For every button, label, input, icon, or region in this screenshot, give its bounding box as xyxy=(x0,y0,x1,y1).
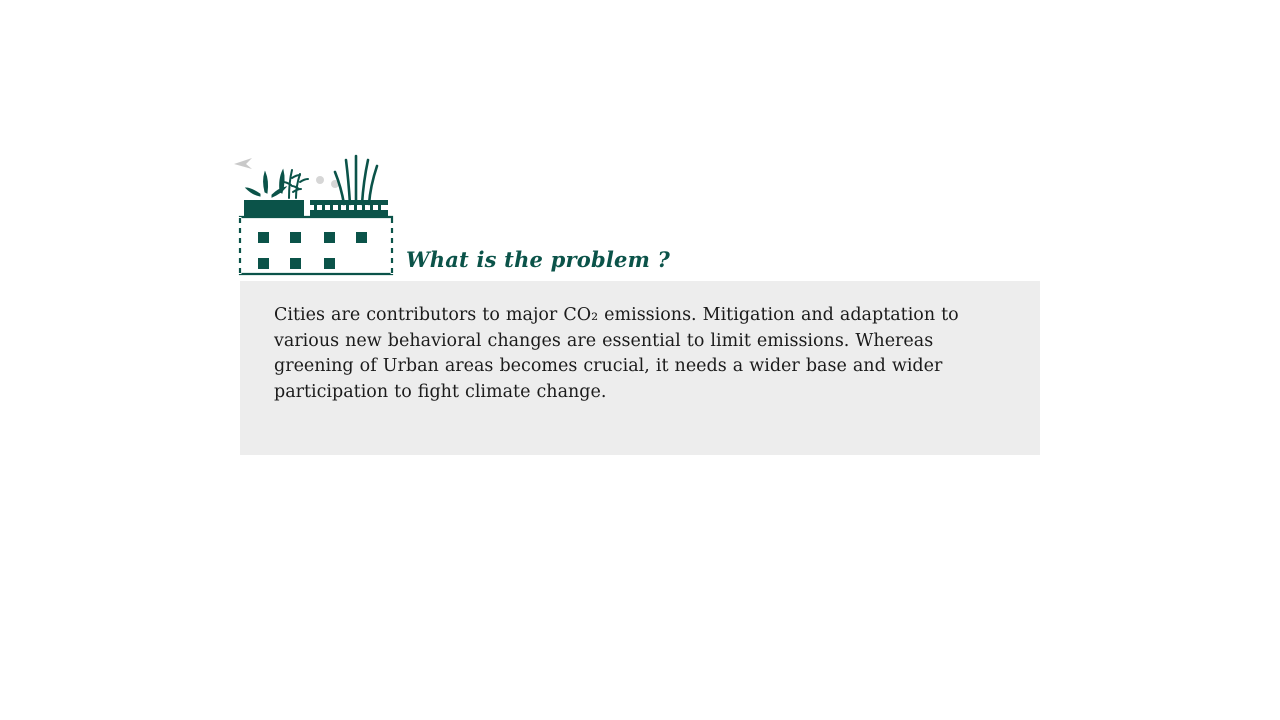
green-roof-building-illustration xyxy=(232,148,402,283)
planter-box-left xyxy=(244,200,304,217)
content-panel xyxy=(240,281,1040,455)
grass-tufts xyxy=(335,156,377,204)
bird-icon xyxy=(234,158,252,169)
planter-rail-right xyxy=(310,200,388,217)
body-paragraph: Cities are contributors to major CO₂ emissions. Mitigation and adaptation to various new behavioral changes are essential to limit emissions. Whereas greening of Urban areas becomes crucial, it needs a wider base and wider participation to fight climate change. xyxy=(274,305,959,402)
rooftop-plants xyxy=(246,170,308,198)
page-title: What is the problem ? xyxy=(406,247,671,272)
dots-decoration xyxy=(316,176,339,188)
